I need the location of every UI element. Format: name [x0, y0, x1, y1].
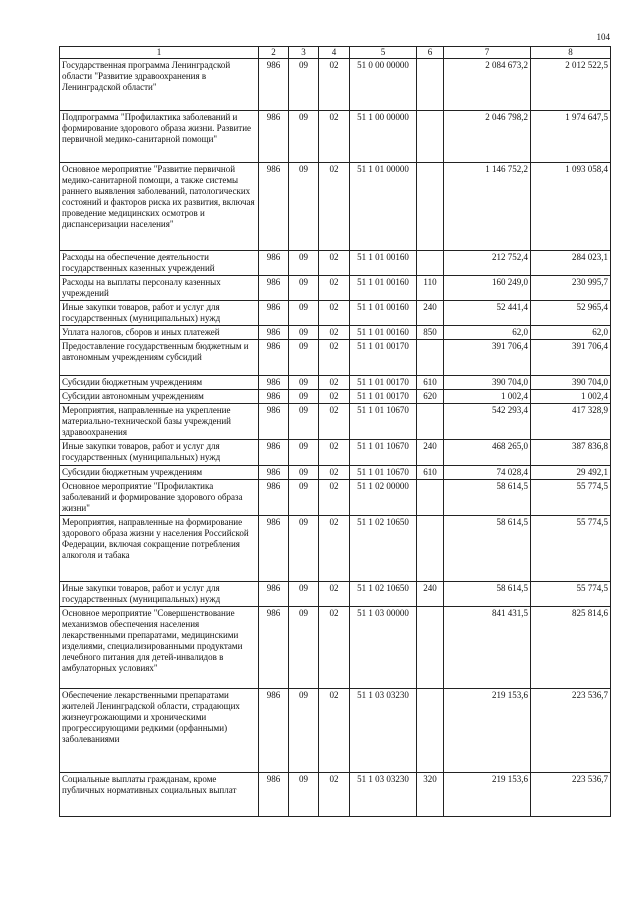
row-c6-cell: 610 [417, 376, 444, 390]
row-c6-cell [417, 480, 444, 516]
row-name-cell: Основное мероприятие "Профилактика заболеваний и формирование здорового образа жизни" [60, 480, 259, 516]
table-row [60, 301, 611, 326]
row-c8-cell: 55 774,5 [531, 582, 611, 607]
table-row [60, 390, 611, 404]
row-c6-cell [417, 111, 444, 163]
row-name-cell: Иные закупки товаров, работ и услуг для государственных (муниципальных) нужд [60, 440, 259, 466]
table-row [60, 582, 611, 607]
table-row [60, 404, 611, 440]
row-c8-cell: 62,0 [531, 326, 611, 340]
header-cell: 2 [259, 47, 289, 59]
row-c7-cell: 212 752,4 [444, 251, 531, 276]
row-c4-cell: 02 [319, 404, 350, 440]
row-c6-cell [417, 404, 444, 440]
row-name-cell: Подпрограмма "Профилактика заболеваний и формирование здорового образа жизни. Развитие первичной медико-санитарной помощи" [60, 111, 259, 163]
row-c4-cell: 02 [319, 480, 350, 516]
row-c5-cell: 51 1 01 00160 [350, 301, 417, 326]
row-c7-cell: 160 249,0 [444, 276, 531, 301]
row-c8-cell: 2 012 522,5 [531, 59, 611, 111]
row-c3-cell: 09 [289, 59, 319, 111]
table-row [60, 516, 611, 582]
row-c2-cell: 986 [259, 607, 289, 689]
row-c3-cell: 09 [289, 440, 319, 466]
row-c5-cell: 51 1 01 00170 [350, 376, 417, 390]
row-c5-cell: 51 1 02 10650 [350, 582, 417, 607]
row-c7-cell: 2 046 798,2 [444, 111, 531, 163]
row-c6-cell [417, 689, 444, 773]
row-name-cell: Основное мероприятие "Развитие первичной медико-санитарной помощи, а также системы раннего выявления заболеваний, патологических состояний и факторов риска их развития, включая проведение медицинских осмотров и диспансеризации населения" [60, 163, 259, 251]
row-c6-cell [417, 340, 444, 376]
row-c6-cell: 850 [417, 326, 444, 340]
table-row [60, 326, 611, 340]
row-c3-cell: 09 [289, 376, 319, 390]
row-c2-cell: 986 [259, 163, 289, 251]
table-row [60, 111, 611, 163]
row-c7-cell: 58 614,5 [444, 480, 531, 516]
row-c3-cell: 09 [289, 689, 319, 773]
row-c5-cell: 51 1 00 00000 [350, 111, 417, 163]
row-c3-cell: 09 [289, 607, 319, 689]
row-c2-cell: 986 [259, 376, 289, 390]
row-c8-cell: 1 974 647,5 [531, 111, 611, 163]
row-c3-cell: 09 [289, 480, 319, 516]
row-c2-cell: 986 [259, 404, 289, 440]
row-c3-cell: 09 [289, 276, 319, 301]
table-row [60, 607, 611, 689]
row-c8-cell: 825 814,6 [531, 607, 611, 689]
row-c4-cell: 02 [319, 340, 350, 376]
row-c7-cell: 468 265,0 [444, 440, 531, 466]
table-row [60, 440, 611, 466]
table-row [60, 163, 611, 251]
row-c5-cell: 51 1 01 10670 [350, 404, 417, 440]
row-c7-cell: 1 002,4 [444, 390, 531, 404]
table-row [60, 251, 611, 276]
row-c7-cell: 219 153,6 [444, 689, 531, 773]
row-c8-cell: 1 093 058,4 [531, 163, 611, 251]
row-c2-cell: 986 [259, 59, 289, 111]
row-c7-cell: 391 706,4 [444, 340, 531, 376]
row-c2-cell: 986 [259, 773, 289, 817]
row-c2-cell: 986 [259, 480, 289, 516]
row-c2-cell: 986 [259, 326, 289, 340]
row-c2-cell: 986 [259, 440, 289, 466]
row-c2-cell: 986 [259, 111, 289, 163]
row-c6-cell [417, 607, 444, 689]
row-c8-cell: 417 328,9 [531, 404, 611, 440]
row-c2-cell: 986 [259, 466, 289, 480]
row-c4-cell: 02 [319, 689, 350, 773]
page-number: 104 [596, 32, 610, 42]
row-c2-cell: 986 [259, 689, 289, 773]
row-c5-cell: 51 1 03 03230 [350, 689, 417, 773]
row-c8-cell: 284 023,1 [531, 251, 611, 276]
row-c5-cell: 51 0 00 00000 [350, 59, 417, 111]
row-name-cell: Расходы на выплаты персоналу казенных учреждений [60, 276, 259, 301]
row-c5-cell: 51 1 03 00000 [350, 607, 417, 689]
row-c7-cell: 542 293,4 [444, 404, 531, 440]
header-cell: 4 [319, 47, 350, 59]
row-name-cell: Государственная программа Ленинградской области "Развитие здравоохранения в Ленинградской области" [60, 59, 259, 111]
table-row [60, 466, 611, 480]
row-c6-cell [417, 163, 444, 251]
row-c2-cell: 986 [259, 390, 289, 404]
row-c6-cell: 240 [417, 582, 444, 607]
row-name-cell: Предоставление государственным бюджетным и автономным учреждениям субсидий [60, 340, 259, 376]
row-name-cell: Субсидии автономным учреждениям [60, 390, 259, 404]
row-c6-cell [417, 59, 444, 111]
row-name-cell: Обеспечение лекарственными препаратами жителей Ленинградской области, страдающих жизнеугрожающими и хроническими прогрессирующими редкими (орфанными) заболеваниями [60, 689, 259, 773]
row-c5-cell: 51 1 01 00160 [350, 326, 417, 340]
row-c7-cell: 390 704,0 [444, 376, 531, 390]
row-c7-cell: 62,0 [444, 326, 531, 340]
row-c3-cell: 09 [289, 773, 319, 817]
row-c4-cell: 02 [319, 440, 350, 466]
row-c2-cell: 986 [259, 340, 289, 376]
row-c3-cell: 09 [289, 390, 319, 404]
row-c5-cell: 51 1 02 10650 [350, 516, 417, 582]
row-name-cell: Уплата налогов, сборов и иных платежей [60, 326, 259, 340]
row-c3-cell: 09 [289, 326, 319, 340]
header-row [60, 47, 611, 59]
row-c5-cell: 51 1 03 03230 [350, 773, 417, 817]
row-c7-cell: 58 614,5 [444, 582, 531, 607]
row-c5-cell: 51 1 01 00170 [350, 340, 417, 376]
row-c4-cell: 02 [319, 59, 350, 111]
row-c8-cell: 391 706,4 [531, 340, 611, 376]
table-row [60, 689, 611, 773]
row-c8-cell: 1 002,4 [531, 390, 611, 404]
row-c4-cell: 02 [319, 301, 350, 326]
row-c8-cell: 223 536,7 [531, 689, 611, 773]
row-c4-cell: 02 [319, 111, 350, 163]
row-c5-cell: 51 1 01 00000 [350, 163, 417, 251]
row-c3-cell: 09 [289, 466, 319, 480]
row-name-cell: Расходы на обеспечение деятельности государственных казенных учреждений [60, 251, 259, 276]
header-cell: 8 [531, 47, 611, 59]
row-c4-cell: 02 [319, 276, 350, 301]
row-c6-cell: 240 [417, 440, 444, 466]
row-c2-cell: 986 [259, 251, 289, 276]
row-c3-cell: 09 [289, 340, 319, 376]
row-c7-cell: 219 153,6 [444, 773, 531, 817]
row-c7-cell: 58 614,5 [444, 516, 531, 582]
row-c3-cell: 09 [289, 111, 319, 163]
row-c8-cell: 52 965,4 [531, 301, 611, 326]
row-c6-cell [417, 251, 444, 276]
row-c7-cell: 74 028,4 [444, 466, 531, 480]
row-c8-cell: 55 774,5 [531, 516, 611, 582]
header-cell: 3 [289, 47, 319, 59]
row-c6-cell: 240 [417, 301, 444, 326]
row-c6-cell: 320 [417, 773, 444, 817]
row-c4-cell: 02 [319, 773, 350, 817]
row-name-cell: Иные закупки товаров, работ и услуг для государственных (муниципальных) нужд [60, 582, 259, 607]
row-name-cell: Мероприятия, направленные на формирование здорового образа жизни у населения Российской Федерации, включая сокращение потребления алкоголя и табака [60, 516, 259, 582]
table-row [60, 276, 611, 301]
row-name-cell: Социальные выплаты гражданам, кроме публичных нормативных социальных выплат [60, 773, 259, 817]
budget-table [59, 46, 611, 817]
row-c2-cell: 986 [259, 276, 289, 301]
row-c2-cell: 986 [259, 301, 289, 326]
row-c4-cell: 02 [319, 466, 350, 480]
table-row [60, 340, 611, 376]
row-c4-cell: 02 [319, 251, 350, 276]
row-c2-cell: 986 [259, 582, 289, 607]
row-c6-cell: 110 [417, 276, 444, 301]
row-c3-cell: 09 [289, 582, 319, 607]
header-cell: 1 [60, 47, 259, 59]
row-c3-cell: 09 [289, 251, 319, 276]
row-c8-cell: 223 536,7 [531, 773, 611, 817]
row-c8-cell: 387 836,8 [531, 440, 611, 466]
row-name-cell: Мероприятия, направленные на укрепление материально-технической базы учреждений здравоохранения [60, 404, 259, 440]
header-cell: 5 [350, 47, 417, 59]
row-c4-cell: 02 [319, 582, 350, 607]
row-c6-cell: 610 [417, 466, 444, 480]
row-c7-cell: 52 441,4 [444, 301, 531, 326]
row-c5-cell: 51 1 01 10670 [350, 440, 417, 466]
row-c8-cell: 390 704,0 [531, 376, 611, 390]
row-c3-cell: 09 [289, 163, 319, 251]
row-c5-cell: 51 1 01 10670 [350, 466, 417, 480]
row-c5-cell: 51 1 01 00160 [350, 276, 417, 301]
row-c2-cell: 986 [259, 516, 289, 582]
table-row [60, 773, 611, 817]
row-c5-cell: 51 1 02 00000 [350, 480, 417, 516]
table-row [60, 376, 611, 390]
row-c4-cell: 02 [319, 376, 350, 390]
row-c4-cell: 02 [319, 163, 350, 251]
row-c5-cell: 51 1 01 00160 [350, 251, 417, 276]
header-cell: 6 [417, 47, 444, 59]
row-c4-cell: 02 [319, 390, 350, 404]
row-c7-cell: 841 431,5 [444, 607, 531, 689]
row-c5-cell: 51 1 01 00170 [350, 390, 417, 404]
header-cell: 7 [444, 47, 531, 59]
row-name-cell: Иные закупки товаров, работ и услуг для государственных (муниципальных) нужд [60, 301, 259, 326]
row-c7-cell: 2 084 673,2 [444, 59, 531, 111]
row-c4-cell: 02 [319, 326, 350, 340]
row-c4-cell: 02 [319, 607, 350, 689]
row-name-cell: Субсидии бюджетным учреждениям [60, 466, 259, 480]
row-name-cell: Субсидии бюджетным учреждениям [60, 376, 259, 390]
row-c7-cell: 1 146 752,2 [444, 163, 531, 251]
row-c8-cell: 230 995,7 [531, 276, 611, 301]
row-c3-cell: 09 [289, 301, 319, 326]
row-c8-cell: 29 492,1 [531, 466, 611, 480]
row-c6-cell: 620 [417, 390, 444, 404]
row-c8-cell: 55 774,5 [531, 480, 611, 516]
table-row [60, 59, 611, 111]
row-c6-cell [417, 516, 444, 582]
row-name-cell: Основное мероприятие "Совершенствование механизмов обеспечения населения лекарственными препаратами, медицинскими изделиями, специализированными продуктами лечебного питания для детей-инвалидов в амбулаторных условиях" [60, 607, 259, 689]
row-c3-cell: 09 [289, 404, 319, 440]
table-row [60, 480, 611, 516]
row-c3-cell: 09 [289, 516, 319, 582]
row-c4-cell: 02 [319, 516, 350, 582]
